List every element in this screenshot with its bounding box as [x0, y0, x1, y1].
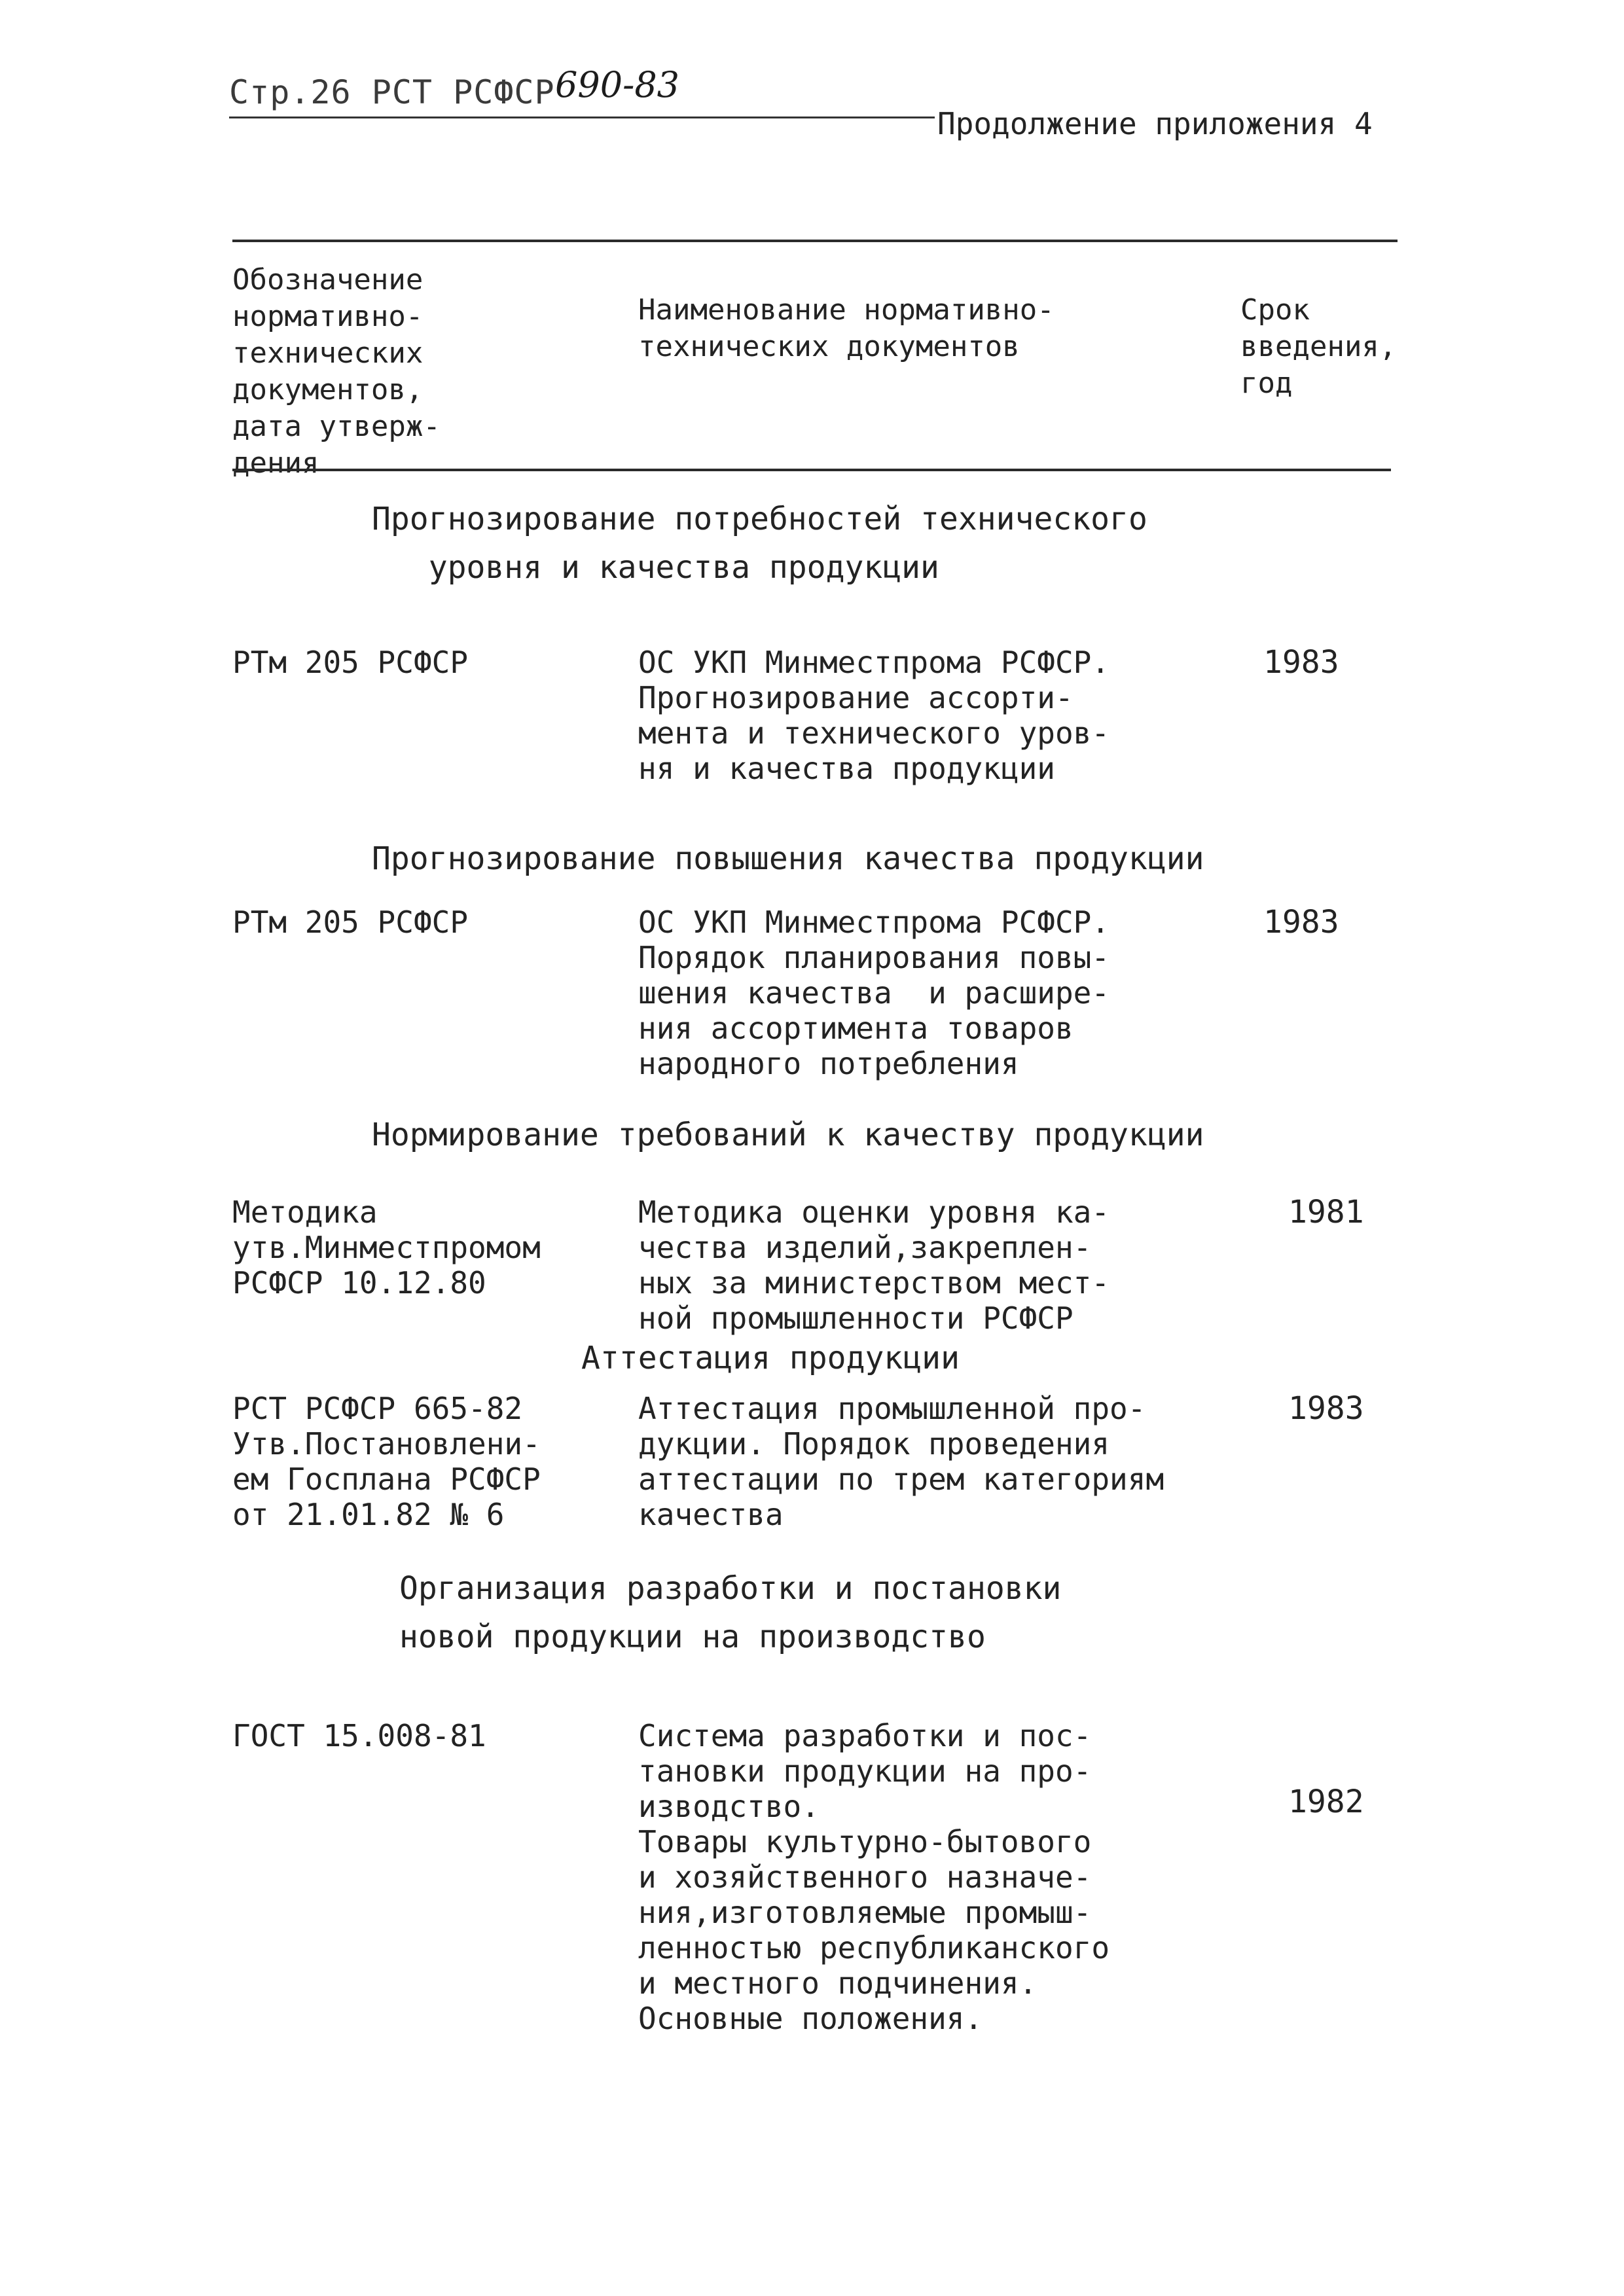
document-year: 1983 — [1263, 644, 1339, 681]
header-underline — [229, 117, 935, 118]
handwritten-standard-number: 690-83 — [555, 64, 680, 105]
column-header-designation: Обозначение нормативно- технических документов, дата утверж- дения — [232, 263, 441, 480]
section-title: Прогнозирование потребностей технического уровня и качества продукции — [372, 501, 1147, 586]
document-designation: РТм 205 РСФСР — [232, 645, 469, 680]
table-top-rule — [232, 240, 1398, 242]
section-title: Аттестация продукции — [581, 1340, 960, 1376]
document-name: Методика оценки уровня ка- чества изделий,закреплен- ных за министерством мест- ной промышленности РСФСР — [638, 1194, 1110, 1336]
document-year: 1983 — [1288, 1390, 1364, 1427]
section-title: Прогнозирование повышения качества продукции — [372, 840, 1204, 877]
section-title: Организация разработки и постановки новой продукции на производство — [399, 1570, 1062, 1655]
appendix-continuation: Продолжение приложения 4 — [937, 106, 1373, 141]
section-title: Нормирование требований к качеству продукции — [372, 1117, 1204, 1153]
document-name: Система разработки и пос- тановки продукции на про- изводство. Товары культурно-бытового и хозяйственного назначе- ния,изготовляемые промыш- ленностью республиканского и местного подчинения. Основные положения. — [638, 1718, 1110, 2036]
document-designation: ГОСТ 15.008-81 — [232, 1718, 486, 1753]
document-name: ОС УКП Минместпрома РСФСР. Порядок планирования повы- шения качества и расшире- ния ассортимента товаров народного потребления — [638, 905, 1110, 1081]
document-year: 1983 — [1263, 904, 1339, 941]
document-year: 1981 — [1288, 1194, 1364, 1230]
page-header-code: Стр.26 РСТ РСФСР — [229, 73, 555, 111]
document-name: ОС УКП Минместпрома РСФСР. Прогнозирование ассорти- мента и технического уров- ня и качества продукции — [638, 645, 1110, 786]
document-designation: Методика утв.Минместпромом РСФСР 10.12.80 — [232, 1194, 541, 1300]
document-year: 1982 — [1288, 1784, 1364, 1820]
document-designation: РСТ РСФСР 665-82 Утв.Постановлени- ем Госплана РСФСР от 21.01.82 № 6 — [232, 1391, 541, 1532]
document-designation: РТм 205 РСФСР — [232, 905, 469, 940]
document-name: Аттестация промышленной про- дукции. Порядок проведения аттестации по трем категориям качества — [638, 1391, 1164, 1532]
column-header-year: Срок введения, год — [1240, 293, 1397, 400]
table-header-rule — [232, 469, 1391, 471]
column-header-name: Наименование нормативно- технических документов — [638, 293, 1055, 363]
